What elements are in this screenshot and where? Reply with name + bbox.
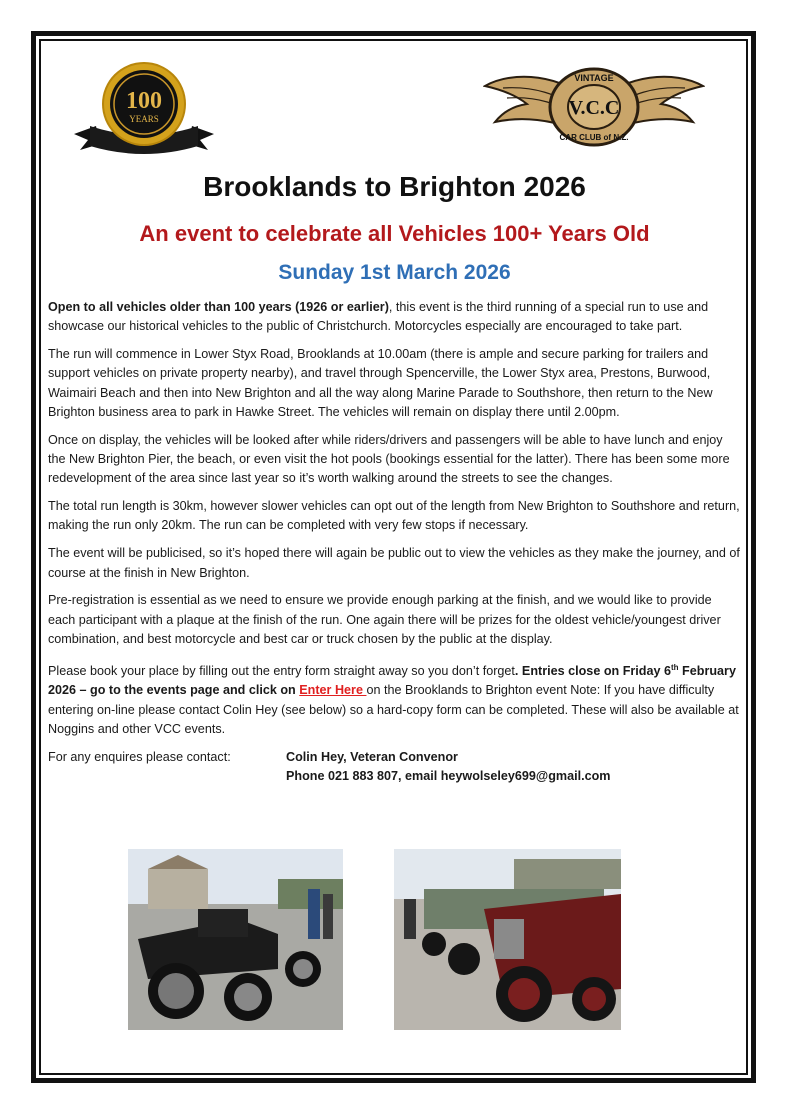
hundred-years-badge — [70, 60, 218, 162]
paragraph-length: The total run length is 30km, however slower vehicles can opt out of the length from New Brighton to Southshore and return, making the run only 20km. The run can be completed with very few stops if necessary. — [48, 499, 740, 533]
badge-number: 100 — [126, 88, 162, 114]
badge-years: YEARS — [129, 114, 159, 124]
intro-bold: Open to all vehicles older than 100 years (1926 or earlier) — [48, 300, 389, 314]
paragraph-intro — [48, 298, 740, 337]
logo-car-club-text: CAR CLUB of N.Z. — [559, 133, 629, 142]
contact-phone-email: Phone 021 883 807, email heywolseley699@gmail.com — [286, 768, 611, 783]
intro-text: , this event is the third running of a special run to use and showcase our historical vehicles to the public of Christchurch. Motorcycles especially are encouraged to take part. — [48, 300, 709, 334]
paragraph-registration: Pre-registration is essential as we need to ensure we provide enough parking at the finish, and we would like to provide each participant with a plaque at the finish of the run. One again there will be prizes for the oldest vehicle/youngest driver combination, and best motorcycle and best car or truck chosen by the public at the display. — [48, 593, 721, 646]
booking-superscript: th — [671, 662, 679, 672]
body-content — [48, 298, 740, 788]
event-date: Sunday 1st March 2026 — [278, 261, 511, 284]
logo-vcc-text: V.C.C — [568, 97, 620, 119]
vintage-cars-photo-left — [128, 849, 343, 1030]
booking-instructions: February 2026 – go to the events page and click on — [48, 663, 736, 698]
paragraph-booking — [48, 658, 740, 739]
booking-text: Please book your place by filling out the entry form straight away so you don’t forget — [48, 663, 515, 678]
booking-close-date: . Entries close on Friday 6 — [514, 663, 671, 678]
paragraph-display: Once on display, the vehicles will be looked after while riders/drivers and passengers will be able to have lunch and enjoy the New Brighton Pier, the beach, or even visit the hot pools (bookings essential for the latter). There has been some more redevelopment of the area since last year so it’s worth walking around the streets to see the changes. — [48, 432, 730, 486]
contact-label: For any enquires please contact: — [48, 749, 231, 764]
page-title: Brooklands to Brighton 2026 — [203, 171, 586, 202]
contact-name: Colin Hey, Veteran Convenor — [286, 749, 458, 764]
enter-here-link[interactable]: Enter Here — [299, 683, 367, 698]
page-subtitle: An event to celebrate all Vehicles 100+ Years Old — [139, 221, 650, 246]
logo-vintage-text: VINTAGE — [574, 73, 614, 83]
paragraph-publicity: The event will be publicised, so it’s hoped there will again be public out to view the vehicles as they make the journey, and of course at the finish in New Brighton. — [48, 546, 740, 580]
vcc-club-logo — [483, 64, 705, 150]
booking-note: on the Brooklands to Brighton event Note: If you have difficulty entering on-line please contact Colin Hey (see below) so a hard-copy form can be completed. These will also be available at Noggins and other VCC events. — [48, 683, 739, 736]
paragraph-route: The run will commence in Lower Styx Road, Brooklands at 10.00am (there is ample and secure parking for trailers and support vehicles on private property nearby), and travel through Spencerville, the Lower Styx area, Prestons, Burwood, Waimairi Beach and then into New Brighton and all the way along Marine Parade to Southshore, then return to the New Brighton business area to park in Hawke Street. The vehicles will remain on display there until 2.00pm. — [48, 347, 713, 419]
contact-block — [48, 748, 740, 788]
vintage-cars-photo-right — [394, 849, 621, 1030]
